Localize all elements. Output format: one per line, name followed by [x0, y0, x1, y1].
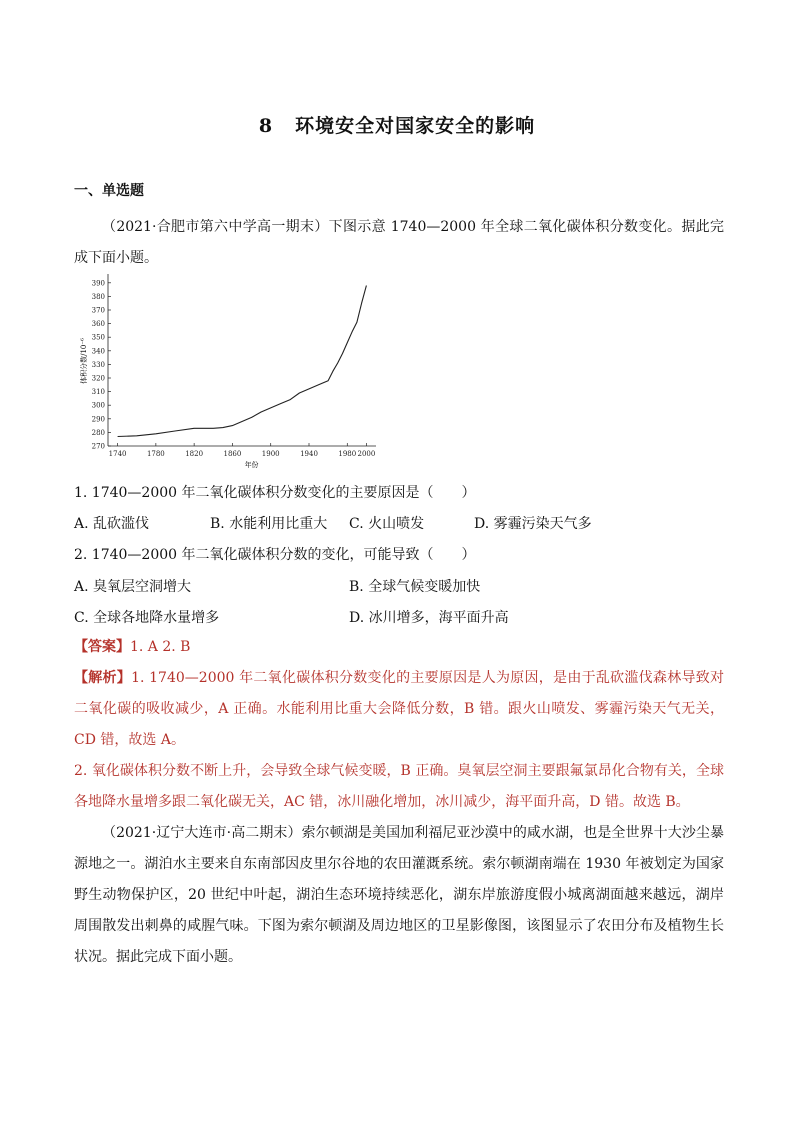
analysis-tag: 【解析】 — [74, 670, 132, 686]
co2-series-line — [118, 286, 367, 437]
question-intro-1: （2021·合肥市第六中学高一期末）下图示意 1740—2000 年全球二氧化碳体积分数变化。据此完成下面小题。 — [74, 219, 724, 266]
y-tick-label: 320 — [91, 374, 105, 383]
y-tick-label: 340 — [91, 347, 105, 356]
x-tick-label: 1980 — [338, 450, 357, 458]
y-axis-label: 体积分数/10⁻⁶ — [80, 338, 88, 384]
y-tick-label: 330 — [91, 360, 105, 369]
question-intro-2: （2021·辽宁大连市·高二期末）索尔顿湖是美国加利福尼亚沙漠中的咸水湖，也是全世界十大沙尘暴源地之一。湖泊水主要来自东南部因皮里尔谷地的农田灌溉系统。索尔顿湖南端在 1930 年被划定为国家野生动物保护区，20 世纪中叶起，湖泊生态环境持续恶化，湖东岸旅游度假小城离湖面越来越远，湖岸周围散发出刺鼻的咸腥气味。下图为索尔顿湖及周边地区的卫星影像图，该图显示了农田分布及植物生长状况。据此完成下面小题。 — [74, 825, 724, 965]
co2-line-chart — [76, 268, 386, 476]
q2-option-c[interactable]: C. 全球各地降水量增多 — [74, 610, 220, 626]
q1-option-a[interactable]: A. 乱砍滥伐 — [74, 516, 150, 532]
q2-option-d[interactable]: D. 冰川增多，海平面升高 — [349, 610, 509, 626]
y-tick-label: 360 — [91, 320, 105, 329]
question-2: 2. 1740—2000 年二氧化碳体积分数的变化，可能导致（ ） — [74, 547, 476, 563]
x-tick-label: 1860 — [223, 450, 242, 458]
y-tick-label: 350 — [91, 333, 105, 342]
y-tick-label: 310 — [91, 388, 105, 397]
analysis-1 — [74, 663, 724, 756]
page-title — [0, 111, 794, 138]
y-tick-label: 280 — [91, 428, 105, 437]
x-tick-label: 2000 — [357, 450, 376, 458]
answer-line — [74, 632, 724, 663]
x-tick-label: 1940 — [300, 450, 318, 458]
title-text: 环境安全对国家安全的影响 — [295, 115, 536, 137]
section-heading: 一、单选题 — [74, 183, 144, 199]
title-number: 8 — [258, 115, 274, 137]
chart-ticks — [92, 279, 376, 458]
q1-option-b[interactable]: B. 水能利用比重大 — [210, 516, 328, 532]
y-tick-label: 300 — [91, 401, 105, 410]
chart-axes — [108, 274, 376, 446]
q2-option-a[interactable]: A. 臭氧层空洞增大 — [74, 579, 192, 595]
q2-option-b[interactable]: B. 全球气候变暖加快 — [349, 579, 481, 595]
analysis-2: 2. 氧化碳体积分数不断上升，会导致全球气候变暖，B 正确。臭氧层空洞主要跟氟氯昂化合物有关，全球各地降水量增多跟二氧化碳无关，AC 错，冰川融化增加，冰川减少，海平面升高，D 错。故选 B。 — [74, 763, 724, 810]
q1-option-c[interactable]: C. 火山喷发 — [349, 516, 425, 532]
x-tick-label: 1900 — [261, 450, 280, 458]
y-tick-label: 290 — [91, 415, 105, 424]
y-tick-label: 390 — [91, 279, 105, 288]
answer-text: 1. A 2. B — [130, 639, 191, 655]
analysis-1-text: 1. 1740—2000 年二氧化碳体积分数变化的主要原因是人为原因，是由于乱砍滥伐森林导致对二氧化碳的吸收减少，A 正确。水能利用比重大会降低分数，B 错。跟火山喷发、雾霾污染天气无关，CD 错，故选 A。 — [74, 670, 725, 748]
y-tick-label: 270 — [91, 442, 105, 451]
q1-option-d[interactable]: D. 雾霾污染天气多 — [474, 516, 592, 532]
x-tick-label: 1740 — [108, 450, 127, 458]
y-tick-label: 370 — [91, 306, 105, 315]
x-axis-label: 年份 — [244, 461, 259, 469]
x-tick-label: 1820 — [185, 450, 204, 458]
question-1: 1. 1740—2000 年二氧化碳体积分数变化的主要原因是（ ） — [74, 485, 476, 501]
answer-tag: 【答案】 — [74, 639, 130, 655]
x-tick-label: 1780 — [146, 450, 165, 458]
y-tick-label: 380 — [91, 292, 105, 301]
chart-series — [118, 286, 367, 437]
